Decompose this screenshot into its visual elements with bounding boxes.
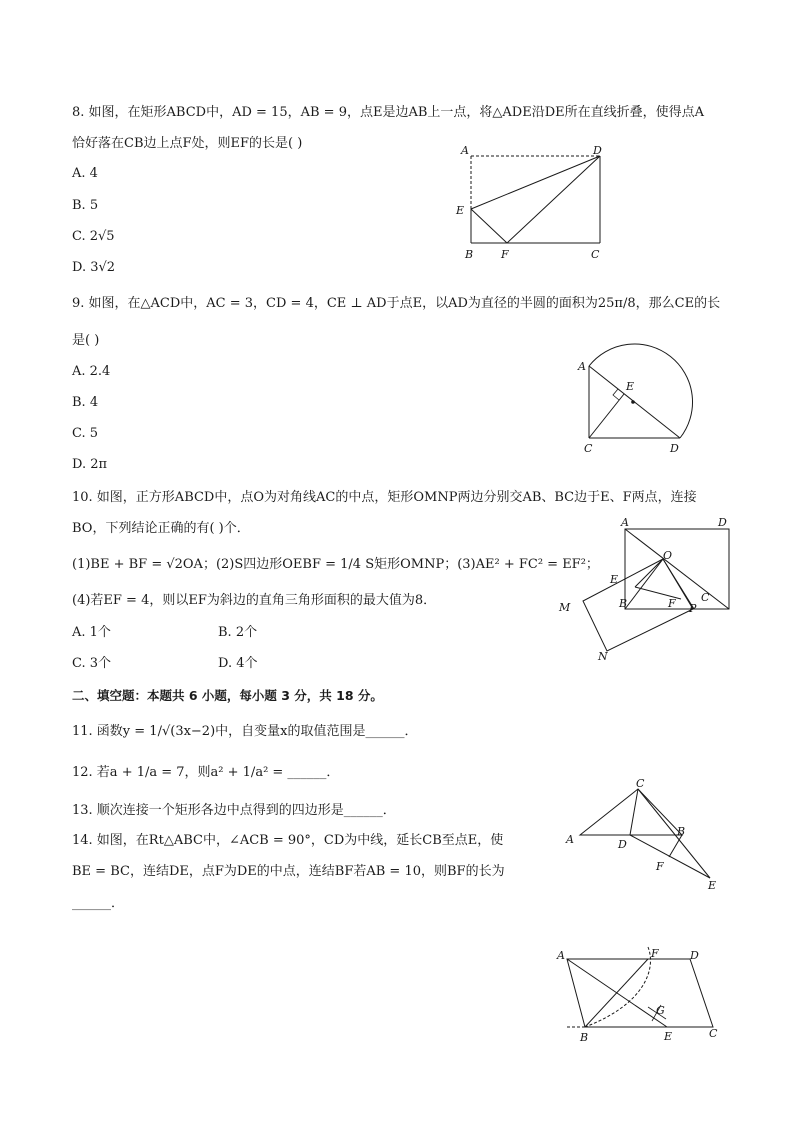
q9-option-a: A. 2.4 [72,364,111,379]
q10-label-n: N [598,650,608,663]
q15-label-e: E [664,1030,673,1043]
q10-label-c: C [701,591,710,604]
q8-label-e: E [456,204,465,217]
q8-figure-rectangle-fold [450,140,620,265]
q15-label-c: C [709,1027,718,1040]
q14-stem-line3: ______． [72,896,125,911]
q14-label-a: A [566,833,574,846]
q8-label-a: A [461,144,469,157]
q14-label-d: D [618,838,627,851]
q15-label-b: B [580,1031,589,1044]
q10-option-a: A. 1个 [72,625,111,640]
q9-option-c: C. 5 [72,426,99,441]
q14-label-e: E [708,879,717,892]
q8-option-c: C. 2√5 [72,229,115,244]
section-heading: 二、填空题：本题共 6 小题，每小题 3 分，共 18 分。 [72,688,383,703]
q10-label-a: A [621,516,629,529]
q14-label-f: F [656,860,664,873]
q10-option-c: C. 3个 [72,656,112,671]
q9-label-a: A [578,360,586,373]
q15-label-d: D [690,949,699,962]
q8-label-c: C [591,248,600,261]
q10-stem-line1: 10. 如图，正方形ABCD中，点O为对角线AC的中点，矩形OMNP两边分别交AB、BC边于E、F两点，连接 [72,490,697,505]
q14-stem-line1: 14. 如图，在Rt△ABC中，∠ACB = 90°，CD为中线，延长CB至点E，使 [72,833,504,848]
q10-label-d: D [718,516,727,529]
q8-option-b: B. 5 [72,198,99,213]
q8-label-d: D [593,144,602,157]
q12-text: 12. 若a + 1/a = 7，则a² + 1/a² = ______． [72,765,340,780]
q10-stem-line3: (1)BE + BF = √2OA；(2)S四边形OEBF = 1/4 S矩形OMNP；(3)AE² + FC² = EF²； [72,557,599,572]
q14-figure-right-triangle [560,775,725,895]
q10-option-b: B. 2个 [218,625,258,640]
q9-stem-line2: 是( ) [72,333,100,348]
q10-option-d: D. 4个 [218,656,258,671]
q14-stem-line2: BE = BC，连结DE，点F为DE的中点，连结BF若AB = 10，则BF的长为 [72,864,505,879]
q8-option-a: A. 4 [72,166,98,181]
q9-label-c: C [584,442,593,455]
q10-figure-square-rectangle [555,515,727,665]
q9-option-b: B. 4 [72,395,99,410]
q10-label-o: O [663,549,673,562]
q10-stem-line2: BO，下列结论正确的有( )个． [72,521,250,536]
q8-stem-line2: 恰好落在CB边上点F处，则EF的长是( ) [72,136,303,151]
q8-option-d: D. 3√2 [72,260,116,275]
q15-figure-parallelogram [555,945,725,1045]
q14-label-b: B [677,825,686,838]
q15-label-g: G [656,1004,665,1017]
q8-label-b: B [465,248,474,261]
q15-label-f: F [651,947,659,960]
q10-label-e: E [610,573,619,586]
q11-text: 11. 函数y = 1/√(3x−2)中，自变量x的取值范围是______． [72,724,418,739]
q9-label-d: D [670,442,679,455]
q9-option-d: D. 2π [72,457,108,472]
q10-stem-line4: (4)若EF = 4，则以EF为斜边的直角三角形面积的最大值为8． [72,593,437,608]
q9-stem-line1: 9. 如图，在△ACD中，AC = 3，CD = 4，CE ⊥ AD于点E，以AD为直径的半圆的面积为25π/8，那么CE的长 [72,296,721,311]
q9-label-e: E [626,380,635,393]
q10-label-f: F [668,597,676,610]
q10-label-p: P [689,602,697,615]
q14-label-c: C [636,777,645,790]
q8-label-f: F [501,248,509,261]
q10-label-m: M [559,601,571,614]
q13-text: 13. 顺次连接一个矩形各边中点得到的四边形是______． [72,803,396,818]
q8-stem-line1: 8. 如图，在矩形ABCD中，AD = 15，AB = 9，点E是边AB上一点，将△ADE沿DE所在直线折叠，使得点A [72,105,704,120]
q10-label-b: B [619,597,628,610]
q15-label-a: A [557,949,565,962]
q9-figure-semicircle [575,340,700,460]
